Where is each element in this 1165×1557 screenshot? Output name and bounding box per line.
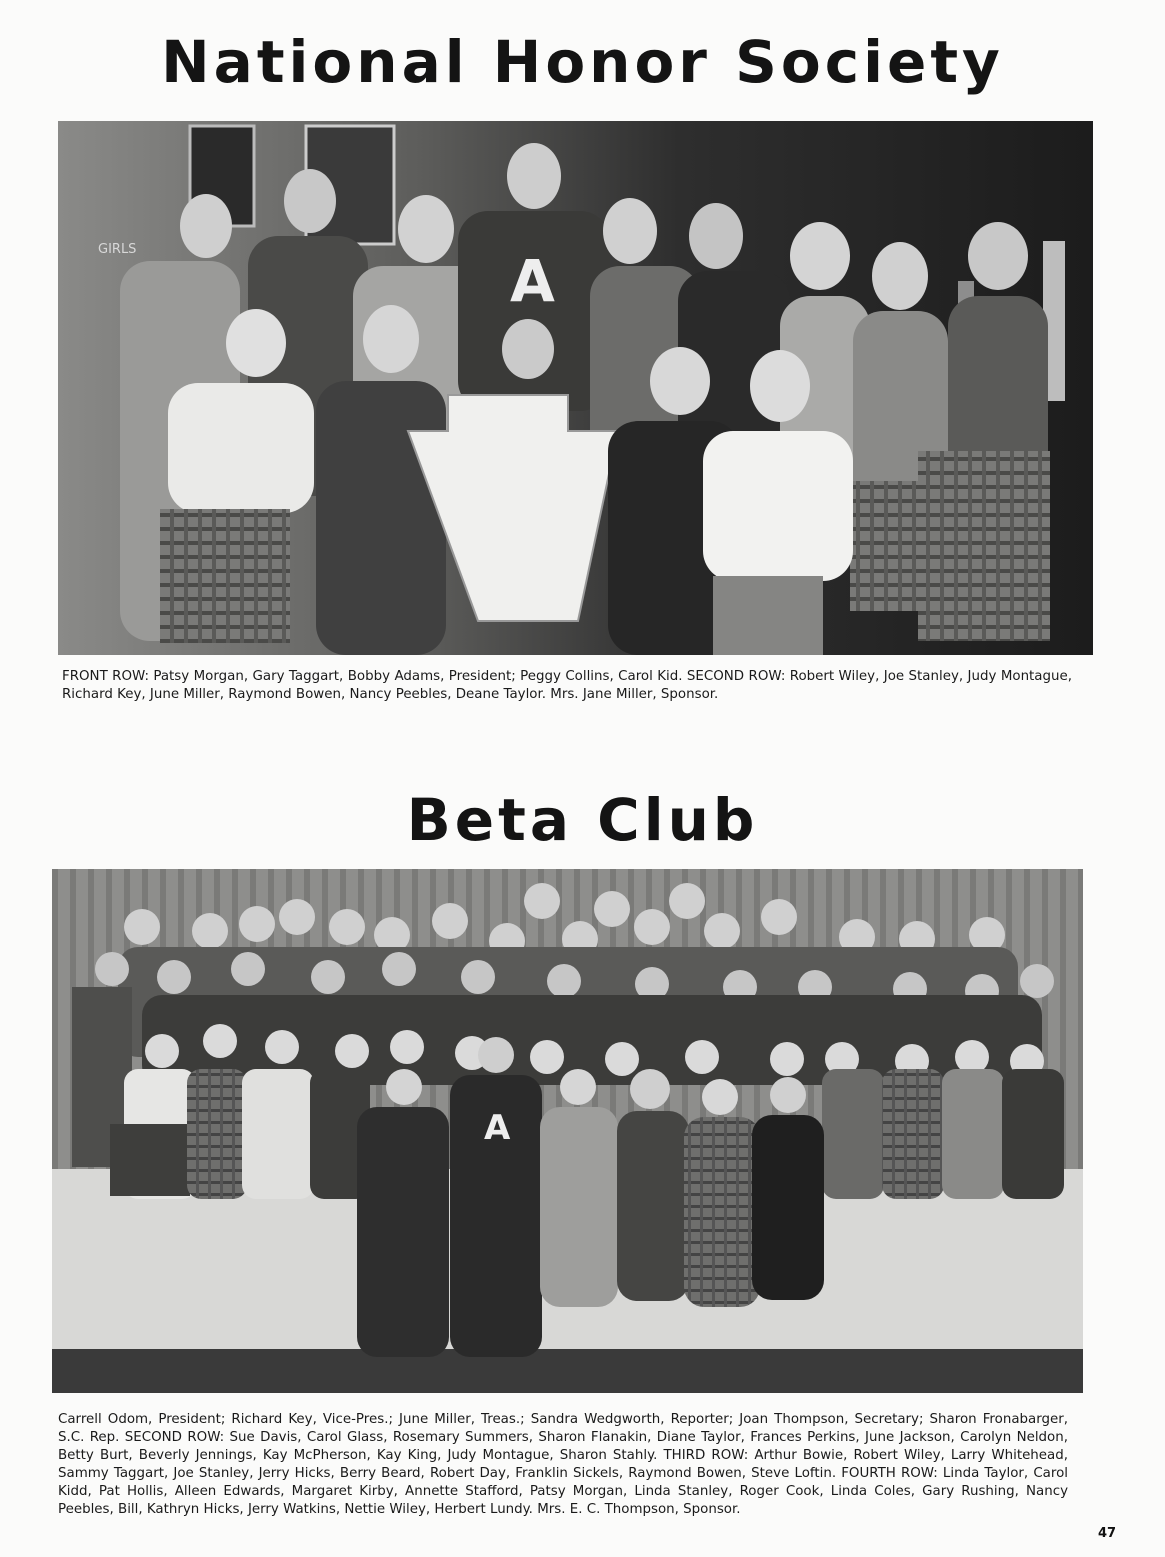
nhs-title: National Honor Society — [161, 28, 1004, 96]
nhs-group-photo — [58, 121, 1093, 655]
beta-club-group-photo — [52, 869, 1083, 1393]
beta-club-caption: Carrell Odom, President; Richard Key, Vice-Pres.; June Miller, Treas.; Sandra Wedgworth, Reporter; Joan Thompson, Secretary; Sharon Fronabarger, S.C. Rep. SECOND ROW: Sue Davis, Carol Glass, Rosemary Summers, Sharon Flanakin, Diane Taylor, Frances Perkins, June Jackson, Carolyn Neldon, Betty Burt, Beverly Jennings, Kay McPherson, Kay King, Judy Montague, Sharon Stahly. THIRD ROW: Arthur Bowie, Robert Wiley, Larry Whitehead, Sammy Taggart, Joe Stanley, Jerry Hicks, Berry Beard, Robert Day, Franklin Sickels, Raymond Bowen, Steve Loftin. FOURTH ROW: Linda Taylor, Carol Kidd, Pat Hollis, Alleen Edwards, Margaret Kirby, Annette Stafford, Patsy Morgan, Linda Stanley, Roger Cook, Linda Coles, Gary Rushing, Nancy Peebles, Bill, Kathryn Hicks, Jerry Watkins, Nettie Wiley, Herbert Lundy. Mrs. E. C. Thompson, Sponsor. — [58, 1412, 1068, 1517]
nhs-caption: FRONT ROW: Patsy Morgan, Gary Taggart, Bobby Adams, President; Peggy Collins, Carol Kid. SECOND ROW: Robert Wiley, Joe Stanley, Judy Montague, Richard Key, June Miller, Raymond Bowen, Nancy Peebles, Deane Taylor. Mrs. Jane Miller, Sponsor. — [62, 669, 1072, 702]
svg-text:A: A — [484, 1108, 511, 1148]
svg-text:A: A — [510, 247, 555, 315]
beta-club-title: Beta Club — [406, 786, 759, 854]
svg-text:GIRLS: GIRLS — [98, 242, 137, 257]
page-number: 47 — [1098, 1526, 1117, 1541]
